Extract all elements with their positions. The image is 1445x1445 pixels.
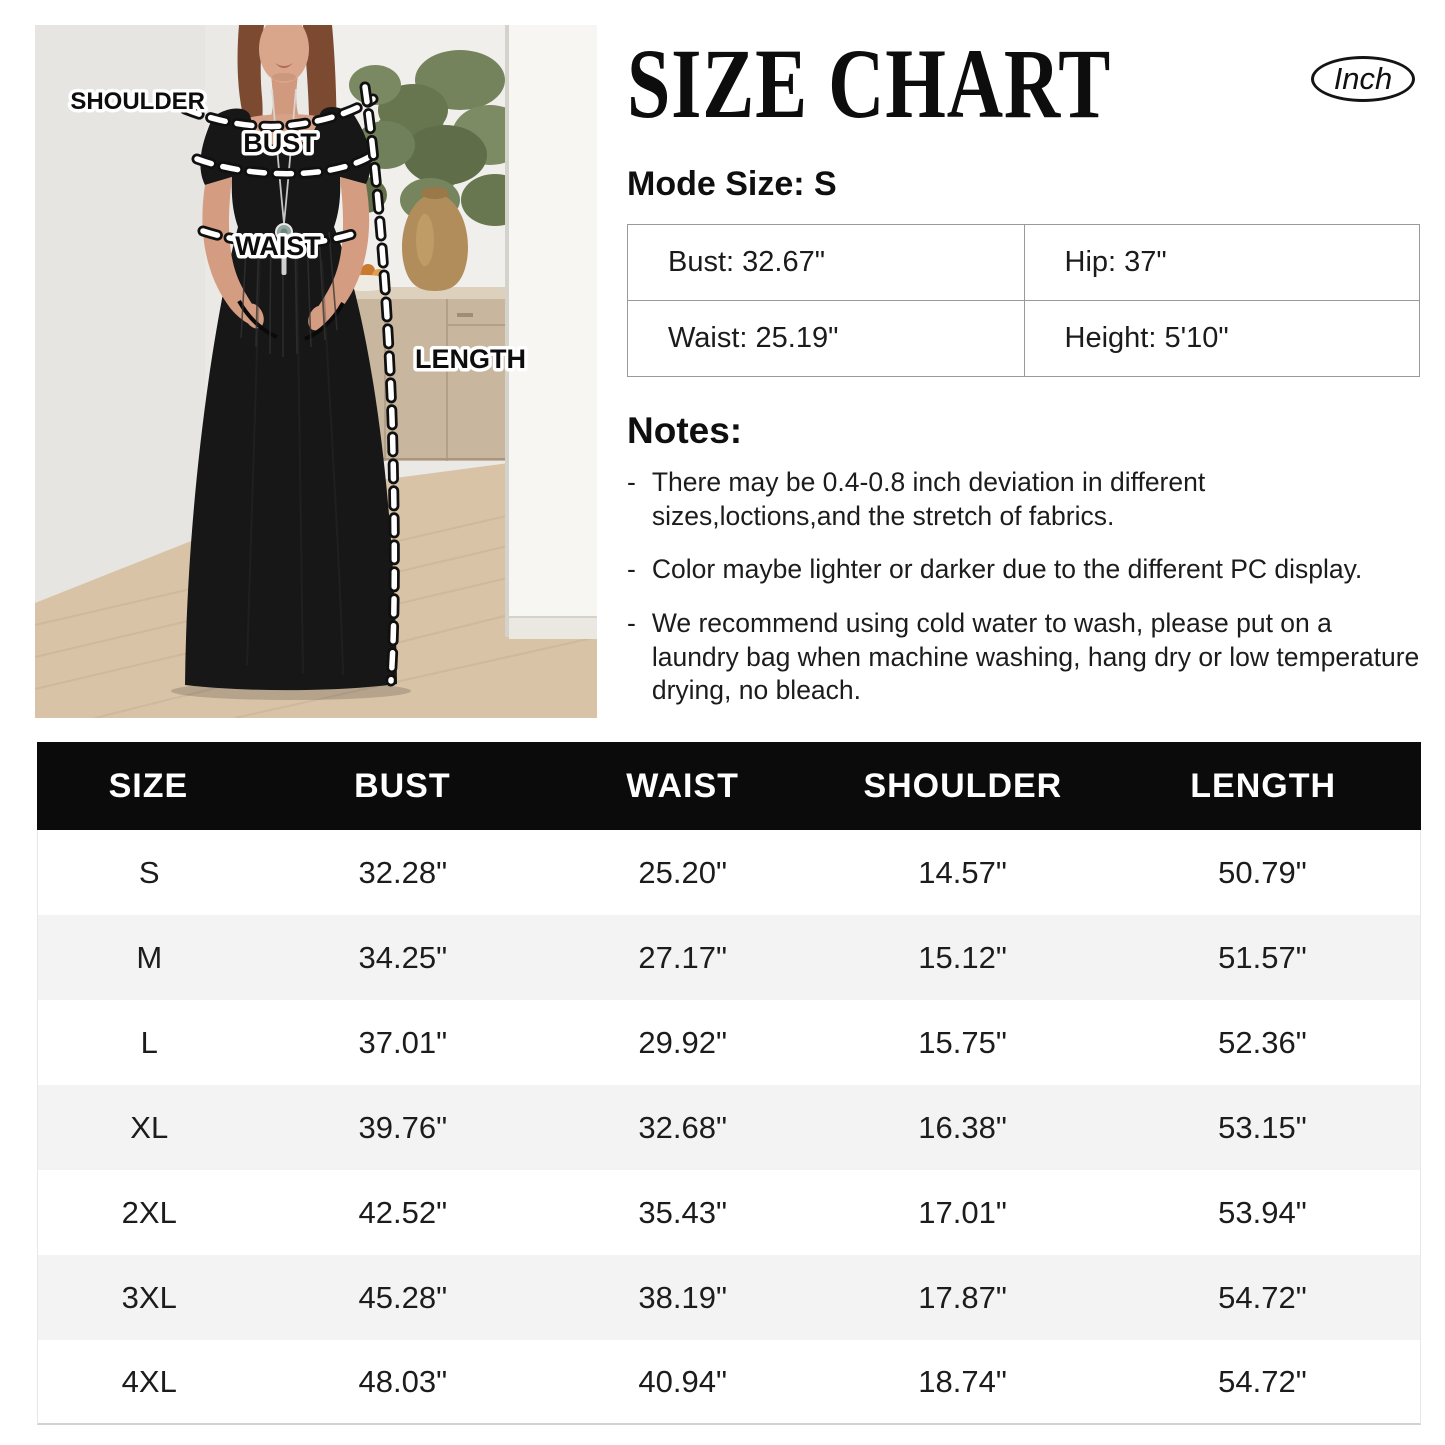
table-row-3xl <box>37 1255 1421 1340</box>
size-chart-table <box>37 742 1421 1425</box>
note-bullet: - <box>627 554 636 585</box>
notes-heading: Notes: <box>627 410 743 451</box>
table-row-4xl <box>37 1340 1421 1425</box>
header-cell-waist: WAIST <box>626 766 739 805</box>
header-cell-size: SIZE <box>108 766 189 805</box>
table-cell: 54.72" <box>1218 1279 1307 1315</box>
table-cell: 52.36" <box>1218 1024 1307 1060</box>
table-cell: 35.43" <box>638 1194 727 1230</box>
notes-list <box>627 466 1421 708</box>
note-item <box>627 607 1421 708</box>
header-cell-bust: BUST <box>354 766 451 805</box>
note-text: We recommend using cold water to wash, please put on a laundry bag when machine washing, hang dry or low temperature drying, no bleach. <box>651 607 1420 706</box>
table-cell: 38.19" <box>638 1279 727 1315</box>
model-height-cell: Height: 5'10" <box>1024 300 1420 376</box>
table-row-m <box>37 915 1421 1000</box>
table-cell: 17.87" <box>918 1279 1007 1315</box>
table-cell: 54.72" <box>1218 1363 1307 1399</box>
header-cell-shoulder: SHOULDER <box>863 766 1063 805</box>
table-cell: 53.15" <box>1218 1109 1307 1145</box>
table-row-l <box>37 1000 1421 1085</box>
unit-badge-label: Inch <box>1333 61 1393 96</box>
header-cell-length: LENGTH <box>1190 766 1337 805</box>
note-item <box>627 553 1421 587</box>
model-photo-illustration <box>35 25 597 718</box>
shoulder-label: SHOULDER <box>70 88 205 115</box>
note-text: Color maybe lighter or darker due to the different PC display. <box>651 554 1363 585</box>
table-cell: 45.28" <box>358 1279 448 1315</box>
table-cell: 3XL <box>121 1279 177 1315</box>
unit-badge <box>1311 56 1415 102</box>
table-row-2xl <box>37 1170 1421 1255</box>
table-cell: 27.17" <box>638 939 727 975</box>
table-cell: 15.75" <box>918 1024 1007 1060</box>
note-text: There may be 0.4-0.8 inch deviation in different sizes,loctions,and the stretch of fabrics. <box>651 467 1206 531</box>
table-cell: 18.74" <box>918 1363 1007 1399</box>
table-cell: XL <box>130 1109 169 1145</box>
table-cell: 42.52" <box>358 1194 448 1230</box>
note-item <box>627 466 1421 533</box>
table-cell: 37.01" <box>358 1024 448 1060</box>
table-cell: 53.94" <box>1218 1194 1307 1230</box>
table-cell: 15.12" <box>918 939 1007 975</box>
table-cell: 17.01" <box>918 1194 1007 1230</box>
table-cell: M <box>136 939 163 975</box>
model-bust-cell: Bust: 32.67" <box>668 246 826 278</box>
model-photo <box>35 25 597 718</box>
table-cell: 40.94" <box>638 1363 727 1399</box>
note-bullet: - <box>627 607 636 638</box>
info-panel <box>627 28 1421 728</box>
table-cell: S <box>138 854 160 890</box>
length-label: LENGTH <box>415 344 526 374</box>
waist-label: WAIST <box>235 231 321 261</box>
size-table-header-row <box>37 742 1421 830</box>
table-cell: 51.57" <box>1218 939 1307 975</box>
table-cell: 50.79" <box>1218 854 1307 890</box>
table-cell: 4XL <box>121 1363 177 1399</box>
table-cell: 48.03" <box>358 1363 448 1399</box>
page-title: SIZE CHART <box>627 28 1112 139</box>
title-row <box>627 28 1421 139</box>
table-cell: 34.25" <box>358 939 448 975</box>
bust-label: BUST <box>243 128 317 158</box>
model-measurements-table <box>627 224 1420 377</box>
model-size-heading: Mode Size: S <box>627 165 837 203</box>
table-cell: 2XL <box>121 1194 177 1230</box>
table-cell: 25.20" <box>638 854 727 890</box>
table-cell: 32.68" <box>638 1109 727 1145</box>
model-waist-cell: Waist: 25.19" <box>628 300 1024 376</box>
note-bullet: - <box>627 467 636 497</box>
table-cell: 14.57" <box>918 854 1007 890</box>
model-hip-cell: Hip: 37" <box>1024 225 1420 300</box>
table-cell: 39.76" <box>358 1109 448 1145</box>
table-cell: 32.28" <box>358 854 448 890</box>
table-cell: 16.38" <box>918 1109 1007 1145</box>
table-row-xl <box>37 1085 1421 1170</box>
table-cell: 29.92" <box>638 1024 727 1060</box>
table-row-s <box>37 830 1421 915</box>
table-cell: L <box>140 1024 158 1060</box>
